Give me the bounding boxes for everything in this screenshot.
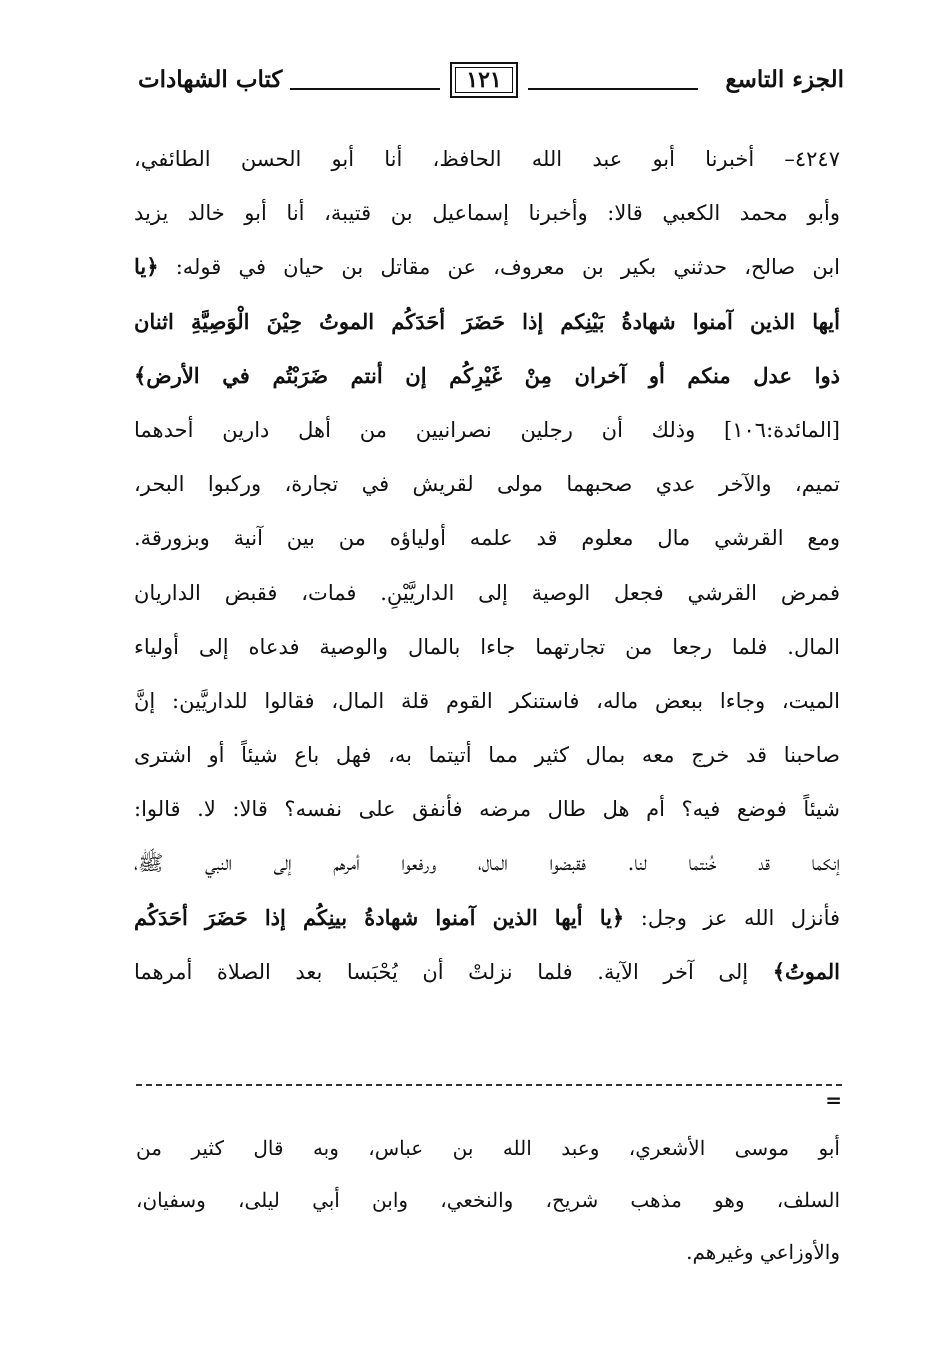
text-line: [134, 457, 840, 511]
footnote-separator: [136, 1082, 842, 1116]
text-line: [134, 945, 840, 999]
text-line: [134, 511, 840, 565]
narration-text: إلى آخر الآية. فلما نزلتْ أن يُحْبَسا بعد الصلاة أمرهما: [134, 959, 773, 984]
narration-text: تميم، والآخر عدي صحبهما مولى لقريش في تجارة، وركبوا البحر،: [134, 472, 840, 497]
text-line: [134, 295, 840, 349]
narration-text: ابن صالح، حدثني بكير بن معروف، عن مقاتل بن حيان في قوله:: [158, 255, 840, 280]
dashed-rule: [136, 1084, 842, 1086]
quran-verse-text: الموتُ﴾: [772, 958, 840, 984]
narration-text: المال. فلما رجعا من تجارتهما جاءا بالمال والوصية فدعاه إلى أولياء: [134, 634, 840, 659]
volume-title: الجزء التاسع: [725, 66, 844, 93]
text-line: [134, 728, 840, 782]
book-title: كتاب الشهادات: [138, 66, 283, 93]
footnote-line: السلف، وهو مذهب شريح، والنخعي، وابن أبي ليلى، وسفيان،: [136, 1188, 840, 1212]
narration-text: فأنزل الله عز وجل:: [624, 905, 840, 930]
narration-text: ٤٢٤٧– أخبرنا أبو عبد الله الحافظ، أنا أبو الحسن الطائفي،: [134, 147, 840, 171]
text-line: [134, 132, 840, 186]
text-line: [134, 620, 840, 674]
quran-verse-text: ﴿يا: [134, 254, 159, 280]
narration-text: الميت، وجاءا ببعض ماله، فاستنكر القوم قلة المال، فقالوا للداريَّين: إنَّ: [134, 688, 840, 713]
narration-text: إنكما قد خُنتما لنا. فقبضوا المال، ورفعوا أمرهم إلى النبي ﷺ،: [134, 851, 840, 876]
quran-verse-text: ذوا عدل منكم أو آخران مِنْ غَيْرِكُم إن أنتم ضَرَبْتُم في الأرض﴾: [134, 362, 840, 388]
page-header: [138, 62, 844, 106]
page-number: ١٢١: [466, 67, 502, 93]
text-line: [134, 403, 840, 457]
text-line: [134, 240, 840, 294]
text-line: [134, 891, 840, 945]
text-line: [134, 674, 840, 728]
narration-text: فمرض القرشي فجعل الوصية إلى الداريَّيْنِ. فمات، فقبض الداريان: [134, 580, 840, 605]
quran-verse-text: أيها الذين آمنوا شهادةُ بَيْنِكم إذا حَضَرَ أحَدَكُم الموتُ حِيْنَ الْوَصِيَّةِ اثنان: [134, 308, 840, 334]
text-line: [134, 186, 840, 240]
narration-text: صاحبنا قد خرج معه بمال كثير مما أتيتما به، فهل باع شيئاً أو اشترى: [134, 743, 840, 768]
narration-text: وأبو محمد الكعبي قالا: وأخبرنا إسماعيل بن قتيبة، أنا أبو خالد يزيد: [134, 201, 840, 226]
continuation-mark: =: [825, 1088, 842, 1112]
header-rule-left: [290, 88, 440, 90]
text-line: [134, 836, 840, 890]
quran-verse-text: ﴿يا أيها الذين آمنوا شهادةُ بينِكُم إذا حَضَرَ أحَدَكُم: [134, 904, 625, 930]
footnote-line: والأوزاعي وغيرهم.: [686, 1240, 840, 1264]
text-line: [134, 349, 840, 403]
text-line: [134, 566, 840, 620]
narration-text: ومع القرشي مال معلوم قد علمه أولياؤه من بين آنية وبزورقة.: [134, 526, 840, 551]
page-number-frame: [450, 62, 518, 98]
text-line: [134, 782, 840, 836]
narration-text: شيئاً فوضع فيه؟ أم هل طال مرضه فأنفق على نفسه؟ قالا: لا. قالوا:: [134, 797, 840, 822]
header-rule-right: [528, 88, 698, 90]
narration-text: [المائدة:١٠٦] وذلك أن رجلين نصرانيين من أهل دارين أحدهما: [134, 417, 840, 442]
footnote-line: أبو موسى الأشعري، وعبد الله بن عباس، وبه قال كثير من: [136, 1136, 840, 1160]
main-text: [134, 132, 840, 999]
footnote: [136, 1122, 840, 1278]
